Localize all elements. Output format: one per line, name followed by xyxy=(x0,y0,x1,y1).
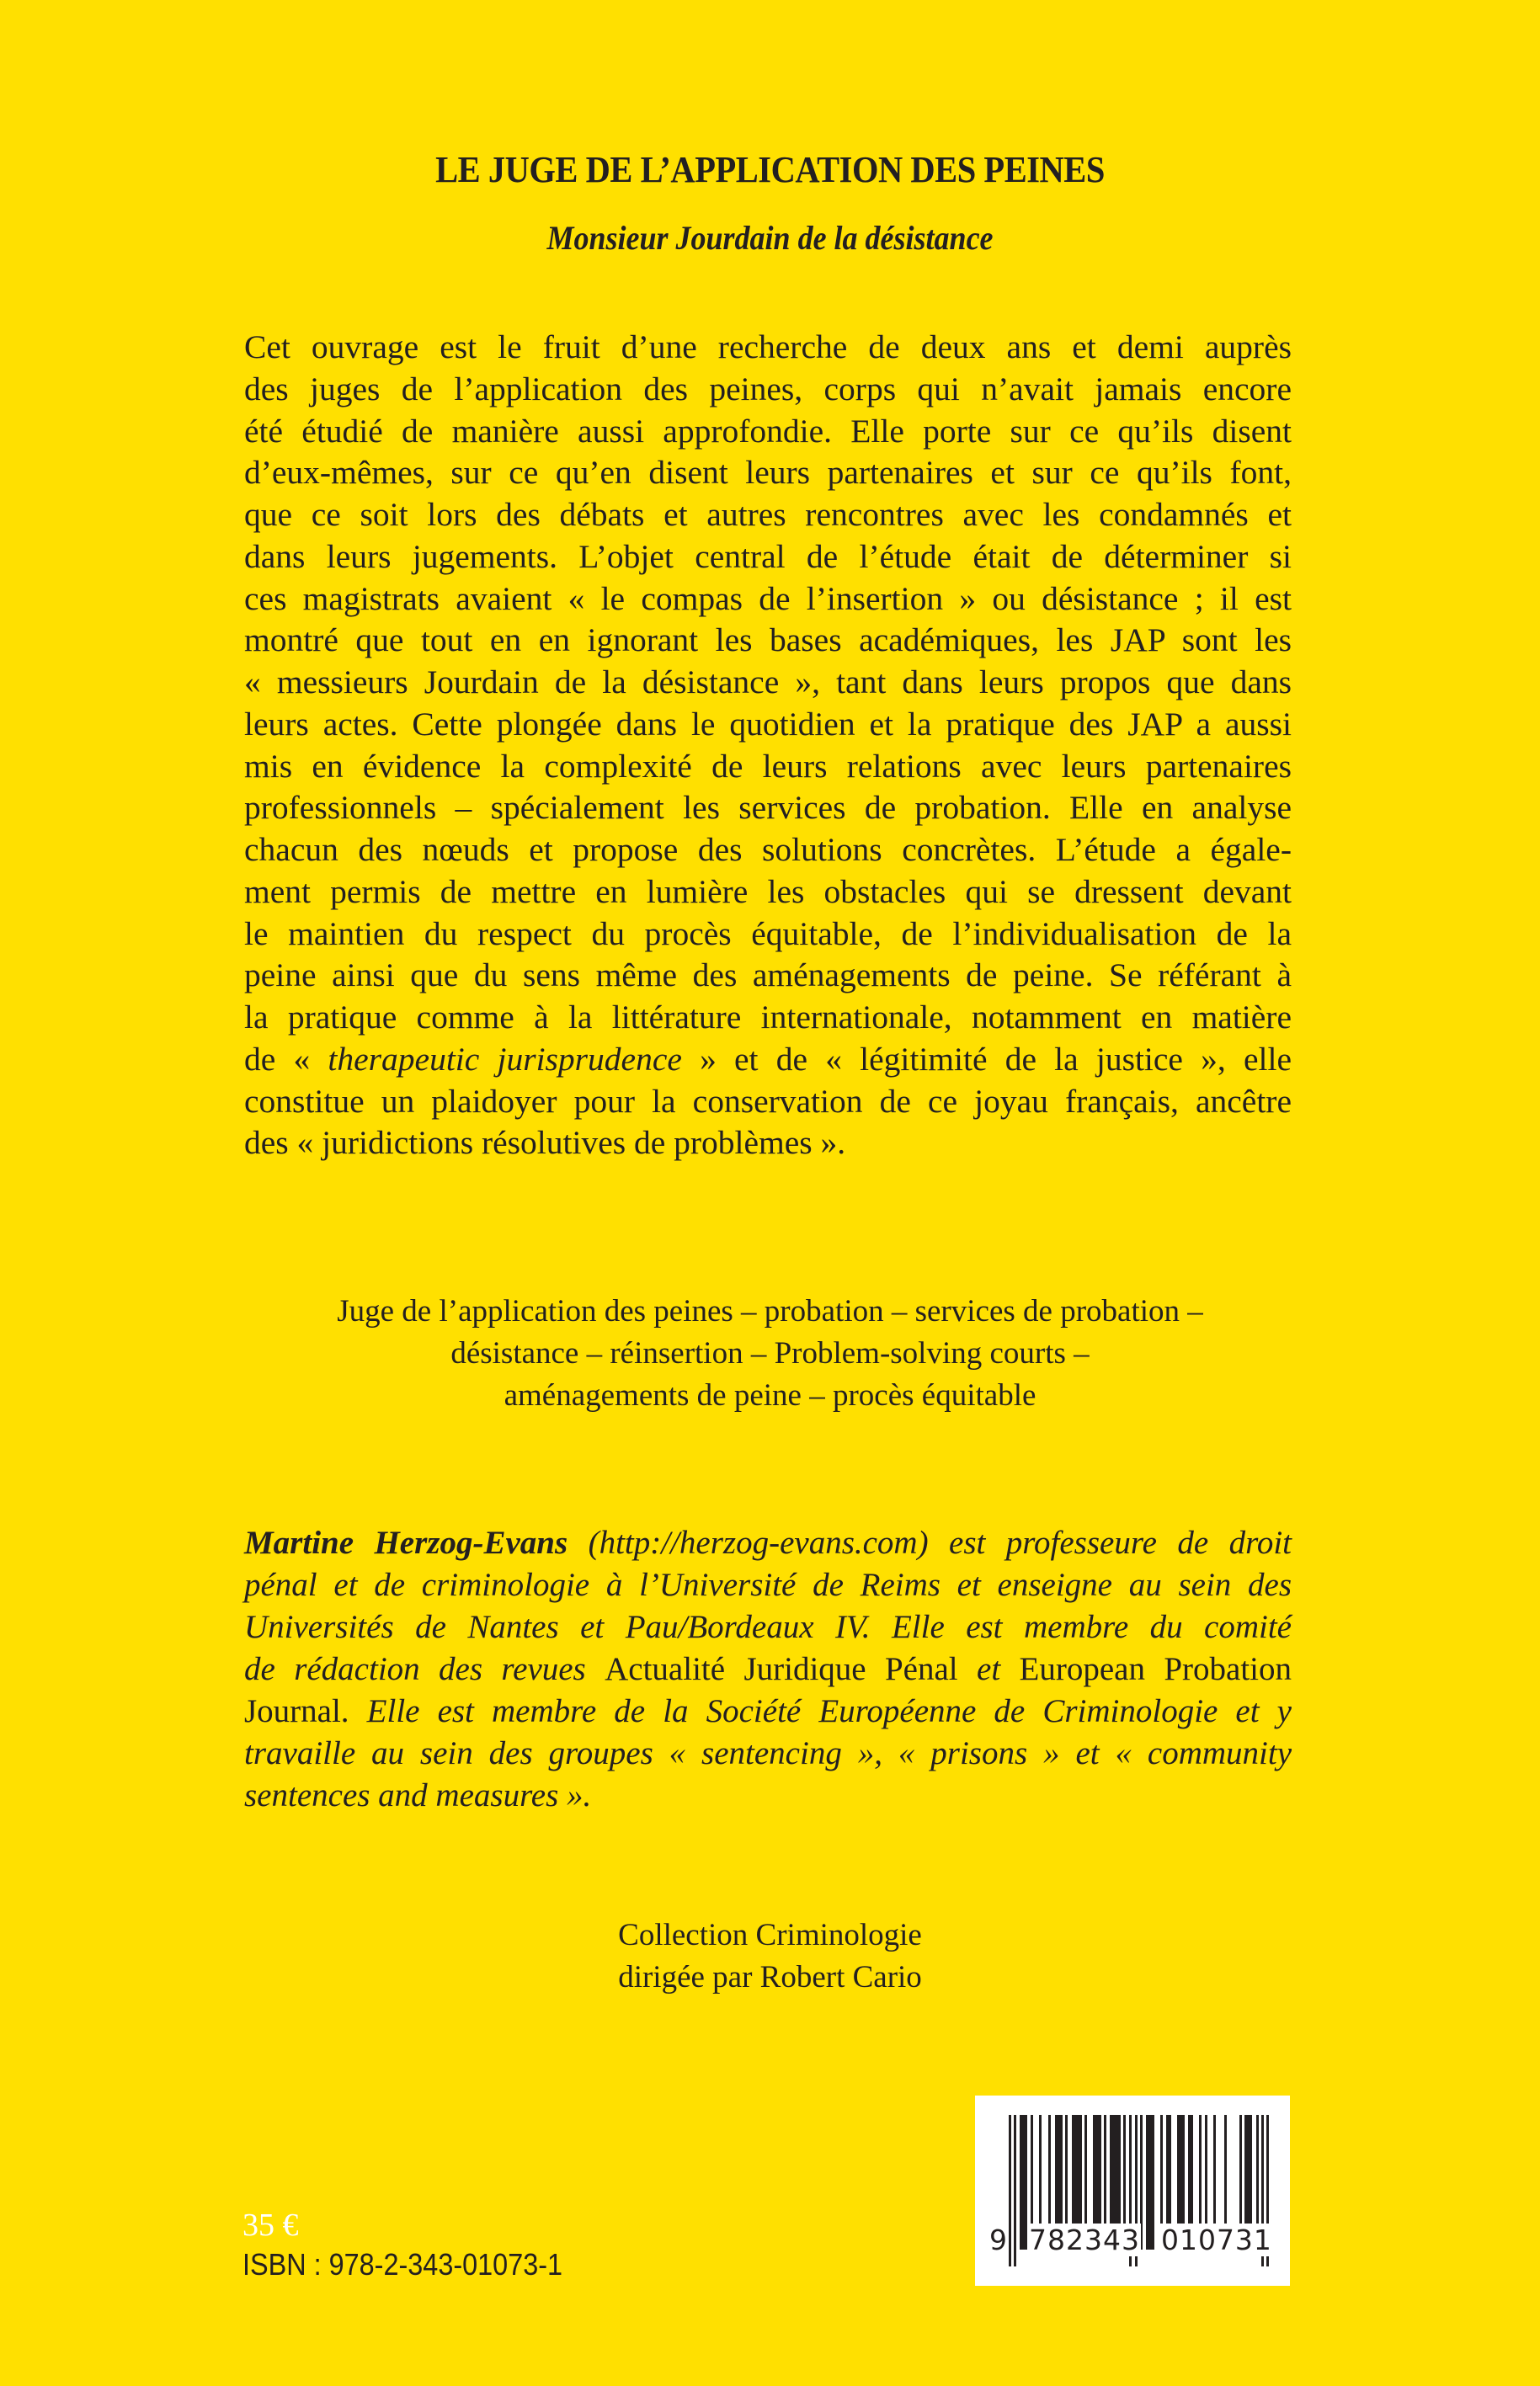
summary-line: leurs actes. Cette plongée dans le quotidien et la pratique des JAP a aussi xyxy=(244,705,1292,743)
journal-title: Actualité Juridique Pénal xyxy=(605,1651,958,1687)
bio-line: de rédaction des revues Actualité Juridique Pénal et European Probation xyxy=(244,1651,1292,1687)
summary-line: la pratique comme à la littérature internationale, notamment en matière xyxy=(244,999,1292,1036)
collection-name: Collection Criminologie xyxy=(618,1918,922,1952)
summary-line: « messieurs Jourdain de la désistance », tant dans leurs propos que dans xyxy=(244,663,1292,700)
collection-director: dirigée par Robert Cario xyxy=(618,1960,922,1995)
summary-line: que ce soit lors des débats et autres rencontres avec les condamnés et xyxy=(244,496,1292,533)
summary-line: ment permis de mettre en lumière les obstacles qui se dressent devant xyxy=(244,872,1292,910)
summary-line: été étudié de manière aussi approfondie. Elle porte sur ce qu’ils disent xyxy=(244,412,1292,450)
barcode xyxy=(975,2096,1290,2286)
bio-line: Martine Herzog-Evans (http://herzog-evans.com) est professeure de droit xyxy=(244,1525,1292,1561)
summary-line: d’eux-mêmes, sur ce qu’en disent leurs partenaires et sur ce qu’ils font, xyxy=(244,454,1292,492)
summary-line: peine ainsi que du sens même des aménagements de peine. Se référant à xyxy=(244,956,1292,994)
summary-line: des juges de l’application des peines, corps qui n’avait jamais encore xyxy=(244,370,1292,407)
book-subtitle: Monsieur Jourdain de la désistance xyxy=(546,219,994,257)
summary-line: mis en évidence la complexité de leurs relations avec leurs partenaires xyxy=(244,747,1292,785)
summary-line: de « therapeutic jurisprudence » et de « légitimité de la justice », elle xyxy=(244,1040,1292,1078)
bio-line: sentences and measures ». xyxy=(244,1777,592,1813)
summary-paragraph xyxy=(244,327,1292,1164)
bio-line: pénal et de criminologie à l’Université de Reims et enseigne au sein des xyxy=(244,1567,1292,1603)
summary-line: le maintien du respect du procès équitable, de l’individualisation de la xyxy=(244,914,1292,952)
bio-line: travaille au sein des groupes « sentencing », « prisons » et « community xyxy=(244,1735,1292,1771)
journal-title: Journal. xyxy=(244,1693,349,1729)
summary-line: constitue un plaidoyer pour la conservation de ce joyau français, ancêtre xyxy=(244,1082,1292,1120)
book-title: LE JUGE DE L’APPLICATION DES PEINES xyxy=(435,149,1105,190)
keywords-line: Juge de l’application des peines – probation – services de probation – xyxy=(337,1294,1203,1329)
keywords-line: désistance – réinsertion – Problem-solving courts – xyxy=(450,1336,1090,1371)
price-label: 35 € xyxy=(242,2208,299,2243)
summary-line: dans leurs jugements. L’objet central de l’étude était de déterminer si xyxy=(244,537,1292,575)
bio-line: Universités de Nantes et Pau/Bordeaux IV. Elle est membre du comité xyxy=(244,1609,1292,1645)
summary-line: professionnels – spécialement les services de probation. Elle en analyse xyxy=(244,789,1292,827)
keywords-block xyxy=(0,1291,1540,1417)
keywords-line: aménagements de peine – procès équitable xyxy=(504,1378,1036,1413)
summary-line: Cet ouvrage est le fruit d’une recherche de deux ans et demi auprès xyxy=(244,328,1292,365)
summary-line: ces magistrats avaient « le compas de l’insertion » ou désistance ; il est xyxy=(244,579,1292,617)
barcode-digits: 9 782343 010731 xyxy=(989,2224,1272,2256)
author-bio xyxy=(244,1522,1292,1817)
journal-title: European Probation xyxy=(1019,1651,1292,1687)
summary-line: chacun des nœuds et propose des solutions concrètes. L’étude a égale- xyxy=(244,831,1292,868)
italic-term: therapeutic jurisprudence xyxy=(328,1040,682,1078)
isbn-label: ISBN : 978-2-343-01073-1 xyxy=(242,2247,563,2282)
bio-line: Journal. Elle est membre de la Société Européenne de Criminologie et y xyxy=(244,1693,1292,1729)
summary-line: montré que tout en en ignorant les bases académiques, les JAP sont les xyxy=(244,621,1292,659)
collection-info xyxy=(0,1915,1540,1999)
author-name: Martine Herzog-Evans xyxy=(244,1525,568,1561)
summary-line: des « juridictions résolutives de problèmes ». xyxy=(244,1124,846,1162)
